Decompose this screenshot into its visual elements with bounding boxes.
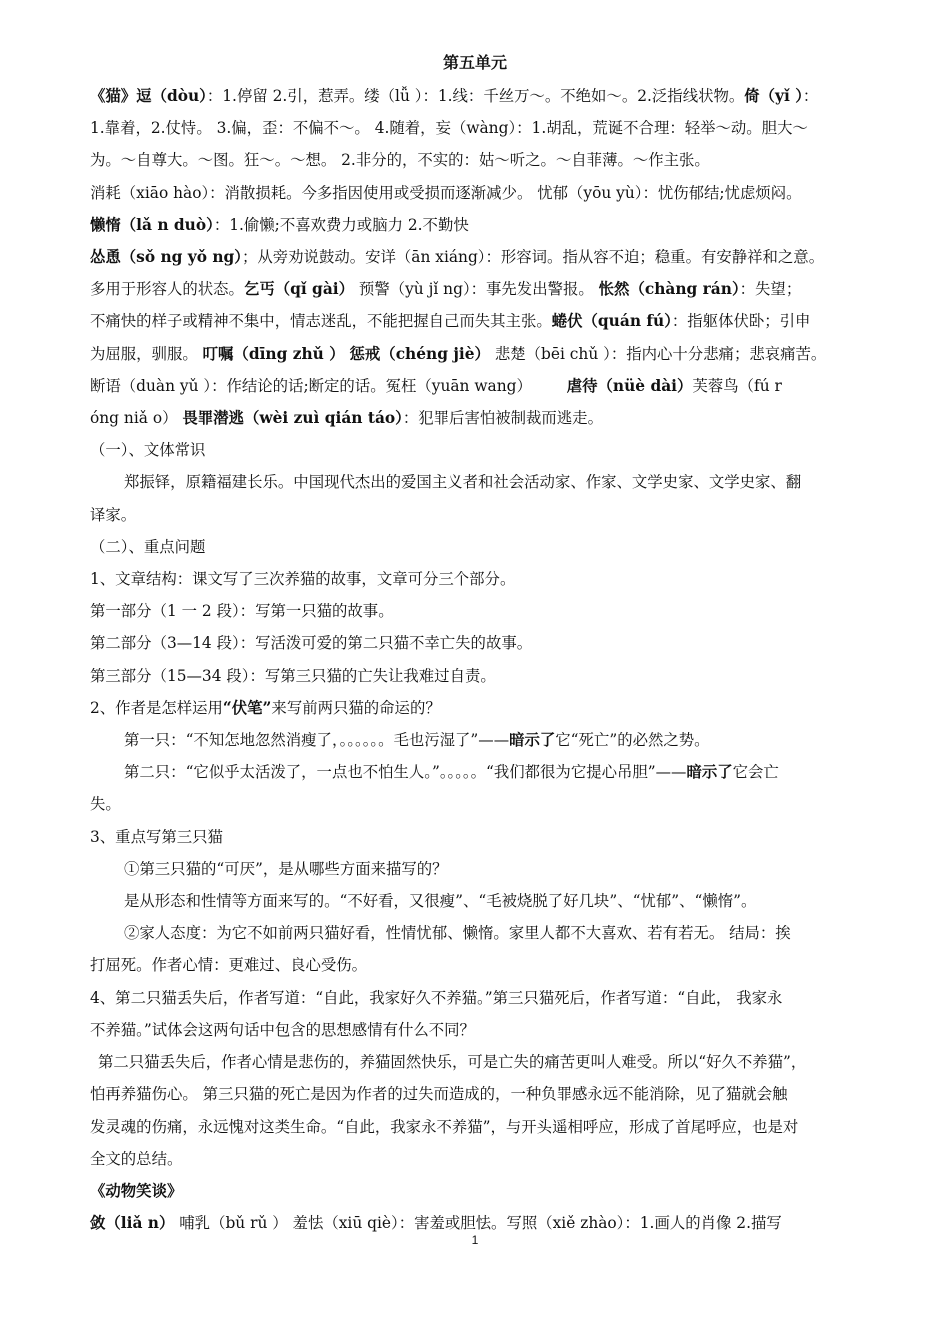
lesson-title: 《动物笑谈》 xyxy=(90,1181,183,1200)
paragraph-line: 第二只猫丢失后，作者心情是悲伤的，养猫固然快乐，可是亡失的痛苦更叫人难受。所以“好久不养猫”， xyxy=(98,1053,807,1072)
keyword: 暗示了 xyxy=(686,763,733,782)
question-line: 不养猫。”试体会这两句话中包含的思想感情有什么不同？ xyxy=(90,1020,475,1039)
vocab-line xyxy=(90,273,862,305)
paragraph-line: 全文的总结。 xyxy=(90,1149,183,1168)
vocab-text: ：失望； xyxy=(739,280,802,299)
page-number: 1 xyxy=(471,1233,479,1247)
paragraph-text: 第一只：“不知怎地忽然消瘦了，。。。。。。毛也污湿了”—— xyxy=(124,731,510,750)
paragraph-line: 第二部分（3—14 段）：写活泼可爱的第二只猫不幸亡失的故事。 xyxy=(90,634,533,653)
paragraph-line: ①第三只猫的“可厌”，是从哪些方面来描写的？ xyxy=(124,859,448,878)
keyword: 暗示了 xyxy=(509,731,556,750)
question-text: 2、作者是怎样运用 xyxy=(90,698,223,717)
vocab-text: óng niǎ o） xyxy=(90,409,183,428)
vocab-term: 叮嘱（dīng zhǔ ） xyxy=(202,344,345,363)
vocab-text: 预警（yù jǐ ng）：事先发出警报。 xyxy=(354,280,599,299)
paragraph-line: 1、文章结构：课文写了三次养猫的故事，文章可分三个部分。 xyxy=(90,570,516,589)
vocab-text: ： xyxy=(802,87,819,105)
vocab-term: 敛（liǎ n） xyxy=(90,1214,175,1233)
paragraph-line: 是从形态和性情等方面来写的。“不好看，又很瘦”、“毛被烧脱了好几块”、“忧郁”、“懒惰”。 xyxy=(124,892,757,911)
vocab-text: 为屈服，驯服。 xyxy=(90,344,203,363)
paragraph-text: 第二只：“它似乎太活泼了，一点也不怕生人。”。。。。。“我们都很为它提心吊胆”—— xyxy=(124,763,687,782)
vocab-line xyxy=(90,80,862,112)
paragraph-line: 郑振铎，原籍福建长乐。中国现代杰出的爱国主义者和社会活动家、作家、文学史家、文学史家、翻 xyxy=(124,473,802,492)
unit-title: 第五单元 xyxy=(442,53,507,72)
paragraph-line xyxy=(90,756,862,788)
vocab-text: ；从旁劝说鼓动。安详（ān xiáng）：形容词。指从容不迫；稳重。有安静祥和之意。 xyxy=(241,248,825,267)
section-heading: （二）、重点问题 xyxy=(90,537,206,556)
vocab-line xyxy=(90,209,862,241)
vocab-line: 消耗（xiāo hào）：消散损耗。今多指因使用或受损而逐渐减少。 忧郁（yōu yù）：忧伤郁结;忧虑烦闷。 xyxy=(90,183,802,202)
vocab-text: 多用于形容人的状态。 xyxy=(90,280,244,299)
vocab-line: 1.靠着，2.仗恃。 3.偏，歪：不偏不～。 4.随着，妄（wàng）：1.胡乱，荒诞不合理：轻举～动。胆大～ xyxy=(90,119,808,138)
paragraph-text: 它“死亡”的必然之势。 xyxy=(555,731,710,750)
paragraph-line: 第三部分（15—34 段）：写第三只猫的亡失让我难过自责。 xyxy=(90,666,496,685)
vocab-term: 蜷伏（quán fú） xyxy=(551,312,672,331)
lesson-heading xyxy=(90,1175,862,1207)
vocab-term: 懒惰（lǎ n duò） xyxy=(90,215,214,234)
paragraph-line: 怕再养猫伤心。 第三只猫的死亡是因为作者的过失而造成的，一种负罪感永远不能消除，见了猫就会触 xyxy=(90,1085,788,1104)
section-heading: （一）、文体常识 xyxy=(90,441,206,460)
vocab-line xyxy=(90,370,862,402)
vocab-term: 惩戒（chéng jiè） xyxy=(349,344,490,363)
vocab-line xyxy=(90,402,862,434)
question-text: 来写前两只猫的命运的？ xyxy=(271,698,441,717)
question-line xyxy=(90,692,862,724)
paragraph-line xyxy=(90,724,862,756)
vocab-term: 倚（yǐ ） xyxy=(744,87,803,105)
vocab-text: 不痛快的样子或精神不集中，情志迷乱，不能把握自己而失其主张。 xyxy=(90,312,552,331)
vocab-text: 芙蓉鸟（fú r xyxy=(692,376,782,395)
document-body xyxy=(90,80,862,1239)
vocab-term: 乞丐（qǐ gài） xyxy=(243,280,355,299)
paragraph-line: 发灵魂的伤痛，永远愧对这类生命。“自此，我家永不养猫”，与开头遥相呼应，形成了首尾呼应，也是对 xyxy=(90,1117,799,1136)
paragraph-text: 它会亡 xyxy=(732,763,779,782)
vocab-term: 畏罪潜逃（wèi zuì qián táo） xyxy=(182,409,403,428)
paragraph-line: 译家。 xyxy=(90,505,137,524)
vocab-text: 哺乳（bǔ rǔ ） 羞怯（xiū qiè）：害羞或胆怯。写照（xiě zhào）：1.画人的肖像 2.描写 xyxy=(174,1214,782,1233)
vocab-text: ：指躯体伏卧；引申 xyxy=(671,312,811,331)
vocab-term: 怂恿（sǒ ng yǒ ng） xyxy=(90,248,242,267)
vocab-text: ：1.偷懒;不喜欢费力或脑力 2.不勤快 xyxy=(213,215,469,234)
keyword: “伏笔” xyxy=(222,698,272,717)
vocab-term: 怅然（chàng rán） xyxy=(598,280,740,299)
vocab-term: 《猫》逗（dòu） xyxy=(90,87,207,105)
vocab-line xyxy=(90,241,862,273)
vocab-text: 悲楚（bēi chǔ ）：指内心十分悲痛；悲哀痛苦。 xyxy=(489,344,827,363)
paragraph-line: 打屈死。作者心情：更难过、良心受伤。 xyxy=(90,956,368,975)
paragraph-line: ②家人态度：为它不如前两只猫好看，性情忧郁、懒惰。家里人都不大喜欢、若有若无。 结局：挨 xyxy=(124,924,791,943)
vocab-text: ：犯罪后害怕被制裁而逃走。 xyxy=(402,409,603,428)
paragraph-line: 第一部分（1 一 2 段）：写第一只猫的故事。 xyxy=(90,602,394,621)
question-line: 4、第二只猫丢失后，作者写道：“自此，我家好久不养猫。”第三只猫死后，作者写道：“自此， 我家永 xyxy=(90,988,783,1007)
vocab-term: 虐待（nüè dài） xyxy=(566,376,693,395)
vocab-line xyxy=(90,338,862,370)
paragraph-line: 失。 xyxy=(90,795,121,814)
question-line: 3、重点写第三只猫 xyxy=(90,827,223,846)
vocab-line: 为。～自尊大。～图。狂～。～想。 2.非分的，不实的：姑～听之。～自菲薄。～作主张。 xyxy=(90,151,710,170)
vocab-text: ：1.停留 2.引，惹弄。缕（lǚ ）：1.线：千丝万～。不绝如～。2.泛指线状物。 xyxy=(206,87,745,105)
vocab-line xyxy=(90,305,862,337)
vocab-text: 断语（duàn yǔ ）：作结论的话;断定的话。冤枉（yuān wang） xyxy=(90,376,537,395)
